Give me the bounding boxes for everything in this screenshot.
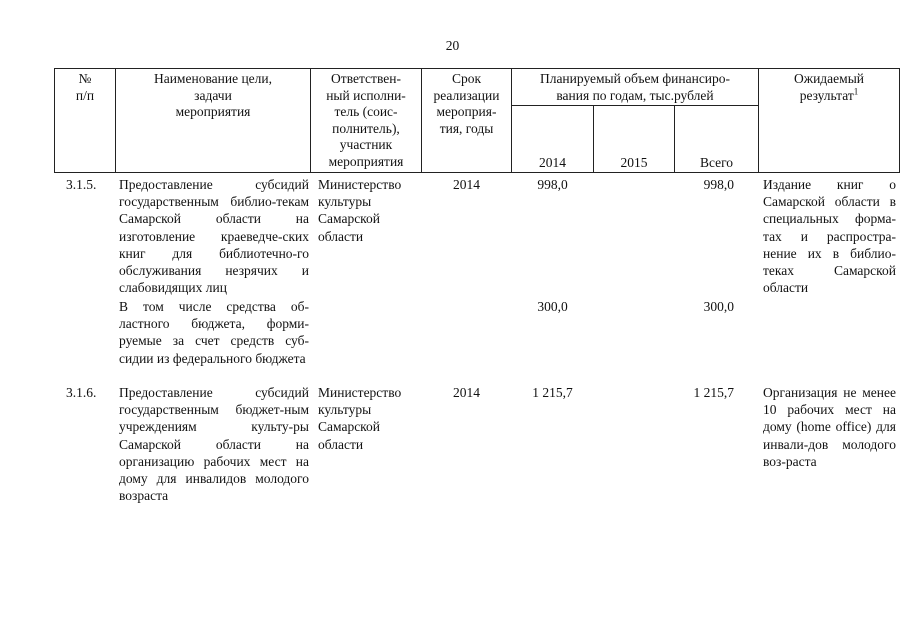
- row-result: Организация не менее 10 рабочих мест на дому (home office) для инвали-дов молодого воз-раста: [763, 385, 896, 469]
- header-num: № п/п: [75, 71, 95, 103]
- header-funding: Планируемый объем финансиро- вания по годам, тыс.рублей: [539, 71, 731, 103]
- header-result-label: Ожидаемый результат: [794, 71, 864, 103]
- row-name: В том числе средства об-ластного бюджета, форми-руемые за счет средств суб-сидии из федерального бюджета: [119, 299, 309, 366]
- row-total: 998,0: [703, 177, 734, 192]
- row-2014: 998,0: [537, 177, 568, 192]
- row-total: 1 215,7: [693, 385, 734, 400]
- header-2014: 2014: [539, 155, 566, 170]
- header-2015: 2015: [620, 155, 648, 170]
- header-result-footnote: 1: [853, 86, 859, 96]
- row-term: 2014: [453, 177, 480, 192]
- row-name: Предоставление субсидий государственным библио-текам Самарской области на изготовление краеведче-ских книг для библиотечно-го обслуживания незрячих и слабовидящих лиц: [119, 177, 309, 296]
- row-responsible: Министерство культуры Самарской области: [318, 177, 402, 244]
- header-term: Срок реализации мероприя- тия, годы: [433, 71, 500, 136]
- header-result: [760, 71, 898, 104]
- row-num: 3.1.5.: [66, 177, 97, 192]
- header-name: Наименование цели, задачи мероприятия: [153, 71, 273, 119]
- page-number: 20: [445, 38, 460, 53]
- row-2014: 300,0: [537, 299, 568, 314]
- row-2014: 1 215,7: [532, 385, 573, 400]
- row-responsible: Министерство культуры Самарской области: [318, 385, 402, 452]
- row-total: 300,0: [703, 299, 734, 314]
- row-term: 2014: [453, 385, 480, 400]
- header-responsible: Ответствен- ный исполни- тель (соис- полнитель), участник мероприятия: [326, 71, 406, 169]
- header-total: Всего: [699, 155, 734, 170]
- row-name: Предоставление субсидий государственным бюджет-ным учреждениям культу-ры Самарской области на организацию рабочих мест на дому для инвалидов молодого возраста: [119, 385, 309, 504]
- row-num: 3.1.6.: [66, 385, 97, 400]
- row-result: Издание книг о Самарской области в специальных форма-тах и распростра-нение их в библио-теках Самарской области: [763, 177, 896, 296]
